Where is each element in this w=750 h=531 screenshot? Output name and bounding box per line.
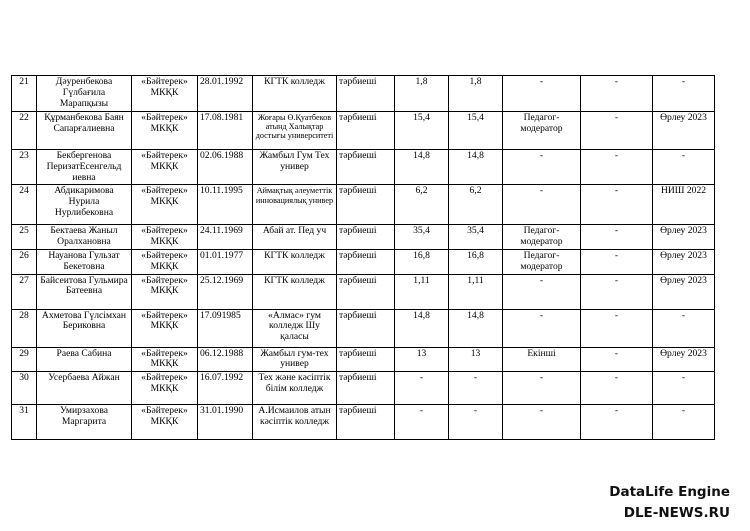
table-row	[12, 225, 715, 250]
position: тәрбиеші	[337, 347, 395, 372]
education: Жоғары Ө.Қуатбеков атынд Халықтар достығы университеті	[253, 112, 337, 150]
category: Педагог-модератор	[503, 249, 581, 274]
courses: -	[653, 76, 715, 112]
position: тәрбиеші	[337, 249, 395, 274]
courses: -	[653, 405, 715, 440]
organization: «Бәйтерек» МКҚК	[132, 249, 198, 274]
category: Педагог-модератор	[503, 225, 581, 250]
row-number: 27	[12, 274, 37, 309]
courses: -	[653, 150, 715, 185]
award: -	[581, 347, 653, 372]
birth-date: 06.12.1988	[198, 347, 253, 372]
row-number: 23	[12, 150, 37, 185]
table-row	[12, 112, 715, 150]
full-name: Абдикаримова Нурила Нурлибековна	[37, 185, 132, 225]
experience-teaching: 6,2	[449, 185, 503, 225]
row-number: 22	[12, 112, 37, 150]
category: -	[503, 150, 581, 185]
experience-total: 16,8	[395, 249, 449, 274]
organization: «Бәйтерек» МКҚК	[132, 185, 198, 225]
staff-table-body	[12, 76, 715, 440]
category: -	[503, 405, 581, 440]
experience-teaching: 1,11	[449, 274, 503, 309]
education: Абай ат. Пед уч	[253, 225, 337, 250]
birth-date: 28.01.1992	[198, 76, 253, 112]
table-row	[12, 405, 715, 440]
experience-total: 15,4	[395, 112, 449, 150]
birth-date: 02.06.1988	[198, 150, 253, 185]
education: Аймақтық әлеуметтік инновациялық универ	[253, 185, 337, 225]
category: -	[503, 309, 581, 347]
birth-date: 25.12.1969	[198, 274, 253, 309]
category: -	[503, 372, 581, 405]
row-number: 29	[12, 347, 37, 372]
experience-total: 35,4	[395, 225, 449, 250]
experience-teaching: 16,8	[449, 249, 503, 274]
full-name: Ахметова Гүлсімхан Бериковна	[37, 309, 132, 347]
birth-date: 01.01.1977	[198, 249, 253, 274]
experience-total: 1,11	[395, 274, 449, 309]
watermark-line-engine: DataLife Engine	[609, 484, 730, 500]
birth-date: 10.11.1995	[198, 185, 253, 225]
organization: «Бәйтерек» МКҚК	[132, 372, 198, 405]
full-name: Усербаева Айжан	[37, 372, 132, 405]
full-name: Раева Сабина	[37, 347, 132, 372]
category: Педагог-модератор	[503, 112, 581, 150]
position: тәрбиеші	[337, 185, 395, 225]
experience-teaching: -	[449, 405, 503, 440]
experience-teaching: 35,4	[449, 225, 503, 250]
education: А.Исмаилов атын кәсіптік колледж	[253, 405, 337, 440]
education: КГТК колледж	[253, 76, 337, 112]
award: -	[581, 274, 653, 309]
award: -	[581, 150, 653, 185]
table-row	[12, 185, 715, 225]
courses: -	[653, 372, 715, 405]
experience-total: 14,8	[395, 309, 449, 347]
full-name: Дәуренбекова Гүлбағила Марапқызы	[37, 76, 132, 112]
organization: «Бәйтерек» МКҚК	[132, 76, 198, 112]
category: Екінші	[503, 347, 581, 372]
position: тәрбиеші	[337, 372, 395, 405]
birth-date: 17.08.1981	[198, 112, 253, 150]
watermark-line-site: DLE-NEWS.RU	[623, 505, 730, 521]
award: -	[581, 112, 653, 150]
row-number: 24	[12, 185, 37, 225]
organization: «Бәйтерек» МКҚК	[132, 112, 198, 150]
full-name: Науанова Гульзат Бекетовна	[37, 249, 132, 274]
birth-date: 16.07.1992	[198, 372, 253, 405]
birth-date: 17.091985	[198, 309, 253, 347]
experience-total: 13	[395, 347, 449, 372]
award: -	[581, 405, 653, 440]
category: -	[503, 185, 581, 225]
position: тәрбиеші	[337, 405, 395, 440]
table-row	[12, 347, 715, 372]
education: Тех және кәсіптік білім колледж	[253, 372, 337, 405]
experience-teaching: 15,4	[449, 112, 503, 150]
experience-teaching: 1,8	[449, 76, 503, 112]
award: -	[581, 372, 653, 405]
courses: Өрлеу 2023	[653, 347, 715, 372]
experience-total: 14,8	[395, 150, 449, 185]
organization: «Бәйтерек» МКҚК	[132, 309, 198, 347]
award: -	[581, 76, 653, 112]
row-number: 28	[12, 309, 37, 347]
table-row	[12, 249, 715, 274]
courses: НИШ 2022	[653, 185, 715, 225]
education: Жамбыл Гум Тех универ	[253, 150, 337, 185]
education: «Алмас» гум колледж Шу қаласы	[253, 309, 337, 347]
experience-teaching: 14,8	[449, 150, 503, 185]
courses: Өрлеу 2023	[653, 249, 715, 274]
experience-teaching: 14,8	[449, 309, 503, 347]
position: тәрбиеші	[337, 225, 395, 250]
education: Жамбыл гум-тех универ	[253, 347, 337, 372]
organization: «Бәйтерек» МКҚК	[132, 150, 198, 185]
award: -	[581, 249, 653, 274]
position: тәрбиеші	[337, 150, 395, 185]
table-row	[12, 274, 715, 309]
row-number: 30	[12, 372, 37, 405]
experience-teaching: -	[449, 372, 503, 405]
organization: «Бәйтерек» МКҚК	[132, 274, 198, 309]
position: тәрбиеші	[337, 112, 395, 150]
staff-table	[11, 75, 715, 440]
education: КГТК колледж	[253, 249, 337, 274]
education: КГТК колледж	[253, 274, 337, 309]
full-name: Бектаева Жаныл Оралхановна	[37, 225, 132, 250]
table-row	[12, 372, 715, 405]
courses: Өрлеу 2023	[653, 274, 715, 309]
organization: «Бәйтерек» МКҚК	[132, 347, 198, 372]
table-row	[12, 309, 715, 347]
experience-total: -	[395, 405, 449, 440]
row-number: 25	[12, 225, 37, 250]
full-name: Байсеитова Гульмира Батеевна	[37, 274, 132, 309]
experience-total: 1,8	[395, 76, 449, 112]
full-name: Құрманбекова Баян Сапарғалиевна	[37, 112, 132, 150]
courses: Өрлеу 2023	[653, 112, 715, 150]
organization: «Бәйтерек» МКҚК	[132, 405, 198, 440]
watermark	[609, 482, 730, 524]
row-number: 21	[12, 76, 37, 112]
courses: Өрлеу 2023	[653, 225, 715, 250]
row-number: 26	[12, 249, 37, 274]
position: тәрбиеші	[337, 274, 395, 309]
organization: «Бәйтерек» МКҚК	[132, 225, 198, 250]
table-row	[12, 150, 715, 185]
award: -	[581, 309, 653, 347]
experience-teaching: 13	[449, 347, 503, 372]
courses: -	[653, 309, 715, 347]
award: -	[581, 185, 653, 225]
full-name: Бекбергенова ПеризатЕсенгельд иевна	[37, 150, 132, 185]
award: -	[581, 225, 653, 250]
birth-date: 31.01.1990	[198, 405, 253, 440]
birth-date: 24.11.1969	[198, 225, 253, 250]
position: тәрбиеші	[337, 309, 395, 347]
table-row	[12, 76, 715, 112]
experience-total: 6,2	[395, 185, 449, 225]
category: -	[503, 76, 581, 112]
row-number: 31	[12, 405, 37, 440]
position: тәрбиеші	[337, 76, 395, 112]
category: -	[503, 274, 581, 309]
experience-total: -	[395, 372, 449, 405]
full-name: Умирзахова Маргарита	[37, 405, 132, 440]
